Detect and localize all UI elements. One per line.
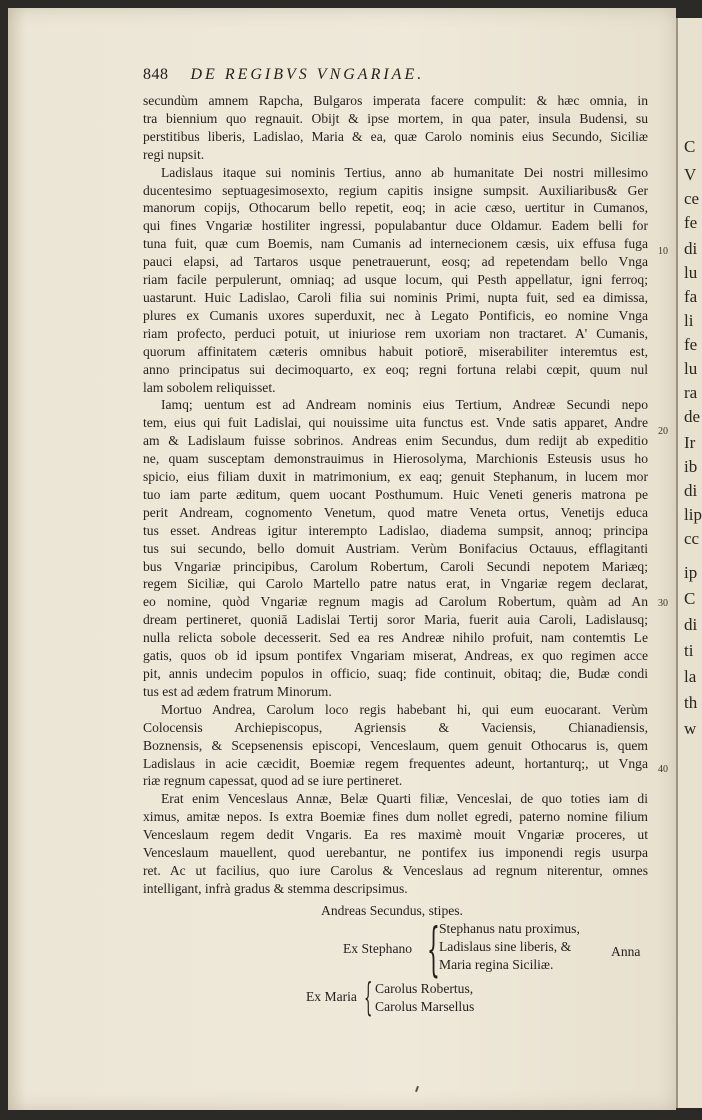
text-line: spicio, eius filiam duxit in matrimonium, ex eaq; genuit Stephanum, in lucem mor (143, 469, 648, 485)
text-line: regem Siciliæ, qui Carolo Martello patre natus erat, in Vngariæ regem declarat, (143, 576, 648, 592)
facing-page-fragment: C (684, 589, 696, 608)
facing-page-fragment: lu (684, 359, 698, 378)
stemma-branch2-child: Carolus Robertus, (375, 980, 474, 996)
text-line: tus sui secundo, bello domuit Austriam. Verùm Bonifacius Octauus, efflagitanti (143, 540, 648, 556)
text-line: quorum affinitatem cæteris omnibus habuit potiorē, miserabiliter interemtus est, (143, 343, 648, 359)
text-line: ducentesimo septuagesimosexto, regium capitis insigne sumpsit. Auxiliaribus& Ger (143, 182, 648, 198)
page-number: 848 (143, 66, 169, 83)
text-line: riam facile perpulerunt, omniaq; ad usque locum, qui Pesth appellatur, igni ferroq; (143, 272, 648, 288)
text-line: Venceslaum mauellent, quod uerebantur, ne pontifex ius imponendi regis usurpa (143, 845, 648, 861)
facing-page-fragment: di (684, 481, 698, 500)
text-line: intelligant, infrà gradus & stemma descripsimus. (143, 880, 408, 896)
facing-page-fragment: lip (684, 505, 702, 524)
text-line: secundùm amnem Rapcha, Bulgaros imperata facere compulit: & hæc omnia, in (143, 93, 648, 108)
text-line: dream pertineret, quoniā Ladislai Tertij soror Maria, fuerit auia Caroli, Ladislausq; (143, 612, 648, 628)
facing-page-fragment: fe (684, 213, 698, 232)
stemma-branch1-child: Maria regina Siciliæ. (439, 956, 554, 972)
text-line: am & Ladislaum fuisse sobrinos. Andreas enim Secundus, dum redijt ab expeditio (143, 433, 648, 449)
facing-page-fragment: ce (684, 189, 700, 208)
text-line: pauci elapsi, ad Tartaros usque penetrauerunt, eosq; ad repetendam bello Vnga (143, 254, 648, 270)
stemma-branch1-label: Ex Stephano (343, 940, 413, 956)
text-line: Colocensis Archiepiscopus, Agriensis & Vaciensis, Chianadiensis, (143, 719, 648, 735)
facing-page-fragment: di (684, 239, 698, 258)
facing-page-fragment: Ir (684, 433, 696, 452)
facing-page-fragment: di (684, 615, 698, 634)
margin-line-number: 40 (658, 764, 668, 775)
facing-page-fragment: ip (684, 563, 698, 582)
text-line: ret. Ac ut facilius, quo iure Carolus & Venceslaus ad regnum niterentur, omnes (143, 862, 648, 878)
margin-line-number: 10 (658, 246, 668, 257)
text-line: riæ regnum capessat, quod ad se iure pertineret. (143, 773, 403, 789)
text-line: perit Andream, cognomento Venetum, quod matre Veneta ortus, Venetijs educa (143, 504, 648, 520)
facing-page-fragment: th (684, 693, 698, 712)
page-header (143, 66, 648, 92)
text-line: manorum copijs, Othocarum bello repetit, eoq; in acie cæso, uertitur in Cumanos, (143, 200, 648, 216)
text-line: Ladislaus itaque sui nominis Tertius, anno ab humanitate Dei nostri millesimo (161, 164, 648, 180)
body-text (143, 92, 648, 898)
text-line: tus esset. Andreas igitur interempto Ladislao, diadema sumpsit, annoq; principa (143, 522, 648, 538)
text-line: nulla relicta sobole decesserit. Sed ea res Andreæ nihilo profuit, nam contemtis Le (143, 630, 648, 646)
stemma-branch2-label: Ex Maria (306, 988, 357, 1004)
page-content (143, 66, 648, 1050)
stemma-root: Andreas Secundus, stipes. (321, 902, 463, 918)
text-line: riam profecto, perduci potuit, ut iniuriose rem uxoriam non tractaret. A' Cumanis, (143, 325, 648, 341)
facing-page-fragment: fe (684, 335, 698, 354)
facing-page-edge (676, 18, 702, 1108)
stemma-branch2-child: Carolus Marsellus (375, 998, 475, 1014)
facing-page-fragment: de (684, 407, 701, 426)
ink-speck (415, 1086, 419, 1092)
text-line: bus Vngariæ principibus, Carolum Robertum, Caroli Secundi nepotem Mariæq; (143, 558, 648, 574)
text-line: Venceslaum regem dedit Vngaris. Ea res maximè mouit Vngariæ proceres, ut (143, 827, 648, 843)
text-line: Iamq; uentum est ad Andream nominis eius Tertium, Andreæ Secundi nepo (161, 397, 648, 413)
paragraph (143, 164, 648, 397)
stemma-brace-1: { (427, 914, 440, 983)
text-line: uastarunt. Huic Ladislao, Caroli filia sui nominis Primi, nupta fuit, sed ea dimissa, (143, 289, 648, 305)
text-line: tem, eius qui fuit Ladislai, qui nouissime uita functus est. Vnde satis apparet, Andre (143, 415, 648, 431)
running-head: DE REGIBVS VNGARIAE. (190, 66, 425, 83)
stemma-brace-2: { (364, 974, 373, 1019)
text-line: plures ex Cumanis uxores superduxit, nec à Legato Pontificis, eo nomine Vnga (143, 307, 648, 323)
text-line: Mortuo Andrea, Carolum loco regis habebant hi, qui eum euocarant. Verùm (161, 701, 648, 717)
text-line: Erat enim Venceslaus Annæ, Belæ Quarti filiæ, Venceslai, de quo toties iam di (161, 791, 648, 807)
facing-page-fragment: ra (684, 383, 698, 402)
paragraph (143, 701, 648, 791)
text-line: eo nomine, quòd Vngariæ regnum magis ad Carolum Robertum, quàm ad An (143, 594, 648, 610)
facing-page-fragment: V (684, 165, 697, 184)
text-line: anno principatus sui decimoquarto, ex eoq; regni fortuna relabi cœpit, quum nul (143, 361, 648, 377)
stemma-branch1-child: Stephanus natu proximus, (439, 920, 580, 936)
facing-page-fragment: C (684, 137, 696, 156)
text-line: tus est ad ædem fratrum Minorum. (143, 683, 332, 699)
text-line: qui fines Vngariæ hostiliter ingressi, populabantur duce Oldamur. Eadem belli for (143, 218, 648, 234)
text-line: regi nupsit. (143, 146, 205, 162)
stemma-branch1-child: Ladislaus sine liberis, & (439, 938, 572, 954)
catchword: Anna (611, 944, 641, 959)
facing-page-fragment: ib (684, 457, 698, 476)
margin-line-number: 30 (658, 598, 668, 609)
facing-page-fragment: cc (684, 529, 700, 548)
margin-line-number: 20 (658, 426, 668, 437)
facing-page-fragment: ti (684, 641, 694, 660)
facing-page-fragment: li (684, 311, 694, 330)
facing-page-fragment: w (684, 719, 697, 738)
text-line: lam sobolem reliquisset. (143, 379, 276, 395)
genealogy-stemma (143, 900, 648, 1050)
paragraph (143, 790, 648, 897)
text-line: tuna fuit, quæ cum Boemis, nam Cumanis ad internecionem cæsis, uix effusa fuga (143, 236, 648, 252)
paragraph (143, 396, 648, 700)
text-line: Ladislaus in acie cæcidit, Boemiæ regem frequentes adeunt, hortanturq;, ut Vnga (143, 755, 648, 771)
text-line: ximus, amitæ nepos. Is extra Boemiæ fines dum nollet egredi, paterno nomine filium (143, 809, 648, 825)
paragraph (143, 92, 648, 164)
text-line: gatis, quos ob id ipsum pontifex Vngariam miserat, Andreas, ex quo regimen acce (143, 648, 648, 664)
text-line: tuo iam parte æditum, quem uocant Posthumum. Huic Veneti generis matrona pe (143, 486, 648, 502)
book-page (8, 8, 676, 1110)
text-line: tra biennium quo regnauit. Obijt & ipse mortem, in qua pater, insula Budensi, su (143, 110, 648, 126)
text-line: pit, annis undecim populos in officio, suaq; fide continuit, obitaq; die, Budæ condi (143, 666, 648, 681)
text-line: Boznensis, & Scepsenensis episcopi, Venceslaum, quem genuit Othocarus is, quem (143, 737, 648, 753)
facing-page-fragment: la (684, 667, 697, 686)
facing-page-fragment: lu (684, 263, 698, 282)
text-line: ne, quam susceptam demonstrauimus in Hierosolyma, Marchionis Esteusis usus ho (143, 451, 648, 467)
facing-page-fragment: fa (684, 287, 698, 306)
text-line: perstitibus liberis, Ladislao, Maria & ea, quæ Carolo nominis eius Secundo, Siciliæ (143, 128, 648, 144)
